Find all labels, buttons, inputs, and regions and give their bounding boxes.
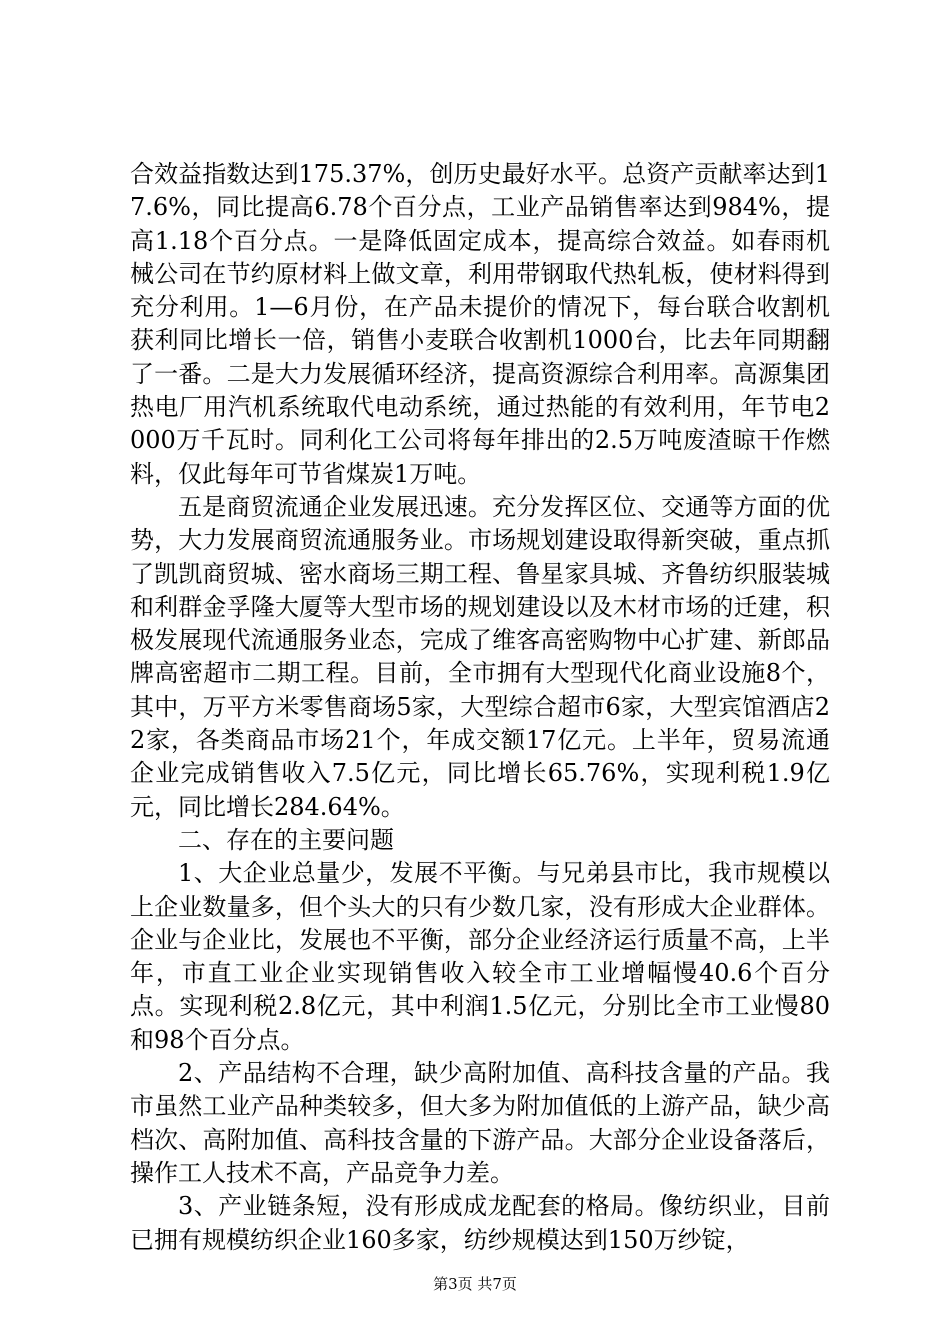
page-number: 第3页 共7页 (433, 1275, 517, 1293)
page-footer (0, 1274, 950, 1294)
paragraph-efficiency: 合效益指数达到175.37%，创历史最好水平。总资产贡献率达到17.6%，同比提高6.78个百分点，工业产品销售率达到984%，提高1.18个百分点。一是降低固定成本，提高综合效益。如春雨机械公司在节约原材料上做文章，利用带钢取代热轧板，使材料得到充分利用。1—6月份，在产品未提价的情况下，每台联合收割机获利同比增长一倍，销售小麦联合收割机1000台，比去年同期翻了一番。二是大力发展循环经济，提高资源综合利用率。高源集团热电厂用汽机系统取代电动系统，通过热能的有效利用，年节电2000万千瓦时。同利化工公司将每年排出的2.5万吨废渣晾干作燃料，仅此每年可节省煤炭1万吨。 (130, 160, 830, 488)
section-heading-problems: 二、存在的主要问题 (178, 825, 394, 854)
paragraph-problem-3: 3、产业链条短，没有形成成龙配套的格局。像纺织业，目前已拥有规模纺织企业160多家，纺纱规模达到150万纱锭， (130, 1192, 830, 1254)
paragraph-commerce: 五是商贸流通企业发展迅速。充分发挥区位、交通等方面的优势，大力发展商贸流通服务业。市场规划建设取得新突破，重点抓了凯凯商贸城、密水商场三期工程、鲁星家具城、齐鲁纺织服装城和利群金孚隆大厦等大型市场的规划建设以及木材市场的迁建，积极发展现代流通服务业态，完成了维客高密购物中心扩建、新郎品牌高密超市二期工程。目前，全市拥有大型现代化商业设施8个，其中，万平方米零售商场5家，大型综合超市6家，大型宾馆酒店22家，各类商品市场21个，年成交额17亿元。上半年，贸易流通企业完成销售收入7.5亿元，同比增长65.76%，实现利税1.9亿元，同比增长284.64%。 (130, 492, 830, 821)
document-body (130, 158, 830, 1257)
paragraph-problem-1: 1、大企业总量少，发展不平衡。与兄弟县市比，我市规模以上企业数量多，但个头大的只有少数几家，没有形成大企业群体。企业与企业比，发展也不平衡，部分企业经济运行质量不高，上半年，市直工业企业实现销售收入较全市工业增幅慢40.6个百分点。实现利税2.8亿元，其中利润1.5亿元，分别比全市工业慢80和98个百分点。 (130, 859, 830, 1054)
paragraph-problem-2: 2、产品结构不合理，缺少高附加值、高科技含量的产品。我市虽然工业产品种类较多，但大多为附加值低的上游产品，缺少高档次、高附加值、高科技含量的下游产品。大部分企业设备落后，操作工人技术不高，产品竞争力差。 (130, 1059, 830, 1187)
